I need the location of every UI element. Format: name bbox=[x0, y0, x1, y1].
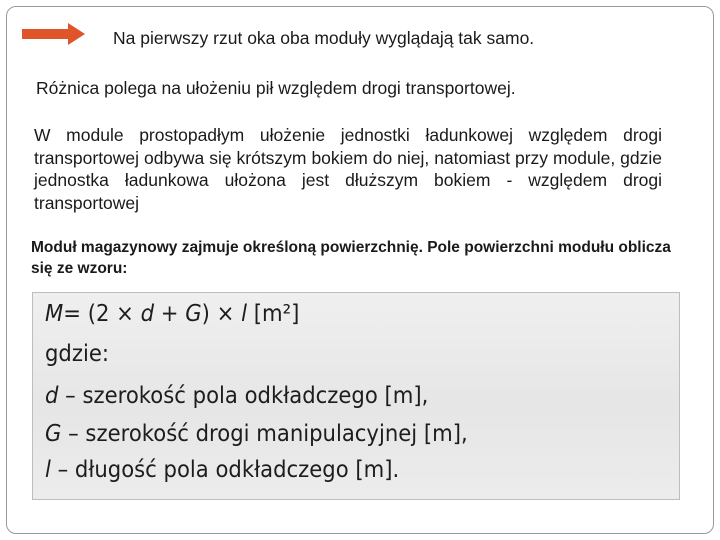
definition-text: – długość pola odkładczego [m]. bbox=[50, 457, 400, 483]
formula-equation bbox=[45, 301, 299, 327]
difference-line: Różnica polega na ułożeniu pił względem drogi transportowej. bbox=[36, 78, 516, 98]
formula-symbol-G: G bbox=[185, 301, 202, 327]
formula-part: ) × bbox=[201, 301, 242, 327]
formula-image bbox=[32, 292, 680, 500]
definition-symbol: l bbox=[45, 457, 51, 483]
definition-symbol: G bbox=[45, 421, 62, 447]
intro-line: Na pierwszy rzut oka oba moduły wyglądają tak samo. bbox=[113, 28, 535, 48]
right-arrow-icon bbox=[22, 22, 86, 46]
definition-d bbox=[45, 383, 428, 409]
definition-G bbox=[45, 421, 468, 447]
explanation-paragraph: W module prostopadłym ułożenie jednostki ładunkowej względem drogi transportowej odbywa się krótszym bokiem do niej, natomiast przy module, gdzie jednostka ładunkowa ułożona jest dłuższym bokiem - względem drogi transportowej bbox=[34, 125, 662, 213]
formula-symbol-l: l bbox=[241, 301, 247, 327]
definition-symbol: d bbox=[45, 383, 59, 409]
definition-l bbox=[45, 457, 399, 483]
formula-symbol-d: d bbox=[140, 301, 155, 327]
formula-symbol-M: M bbox=[45, 301, 64, 327]
area-intro-text: Moduł magazynowy zajmuje określoną powierzchnię. Pole powierzchni modułu oblicza się ze wzoru: bbox=[31, 239, 671, 277]
formula-part: + bbox=[154, 301, 186, 327]
formula-where-label: gdzie: bbox=[45, 341, 109, 367]
formula-part: = (2 × bbox=[63, 301, 141, 327]
definition-text: – szerokość drogi manipulacyjnej [m], bbox=[61, 421, 468, 447]
formula-unit: [m²] bbox=[246, 301, 300, 327]
definition-text: – szerokość pola odkładczego [m], bbox=[58, 383, 429, 409]
arrow-shape bbox=[22, 23, 85, 45]
